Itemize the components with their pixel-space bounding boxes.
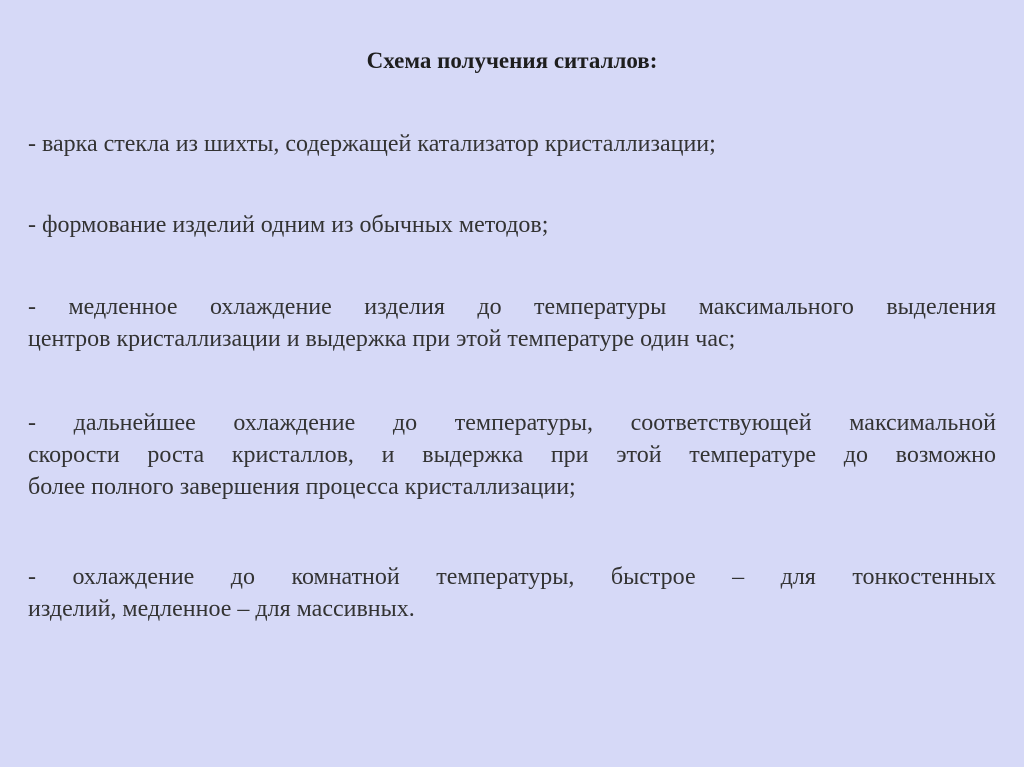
- step-item-5: [28, 561, 996, 625]
- step-2-line-1: - формование изделий одним из обычных методов;: [28, 212, 549, 238]
- step-item-4: [28, 407, 996, 503]
- step-4-line-2: скорости роста кристаллов, и выдержка при этой температуре до возможно: [28, 442, 996, 468]
- slide-title: Схема получения ситаллов:: [366, 48, 658, 73]
- step-3-line-2: центров кристаллизации и выдержка при этой температуре один час;: [28, 326, 736, 352]
- step-item-3: [28, 291, 996, 355]
- step-4-line-3: более полного завершения процесса кристаллизации;: [28, 474, 576, 500]
- step-item-1: [28, 128, 996, 160]
- step-5-line-2: изделий, медленное – для массивных.: [28, 596, 415, 622]
- step-item-2: [28, 209, 996, 241]
- step-4-line-1: - дальнейшее охлаждение до температуры, соответствующей максимальной: [28, 410, 996, 436]
- step-3-line-1: - медленное охлаждение изделия до температуры максимального выделения: [28, 294, 996, 320]
- step-5-line-1: - охлаждение до комнатной температуры, быстрое – для тонкостенных: [28, 564, 996, 590]
- step-1-line-1: - варка стекла из шихты, содержащей катализатор кристаллизации;: [28, 131, 716, 157]
